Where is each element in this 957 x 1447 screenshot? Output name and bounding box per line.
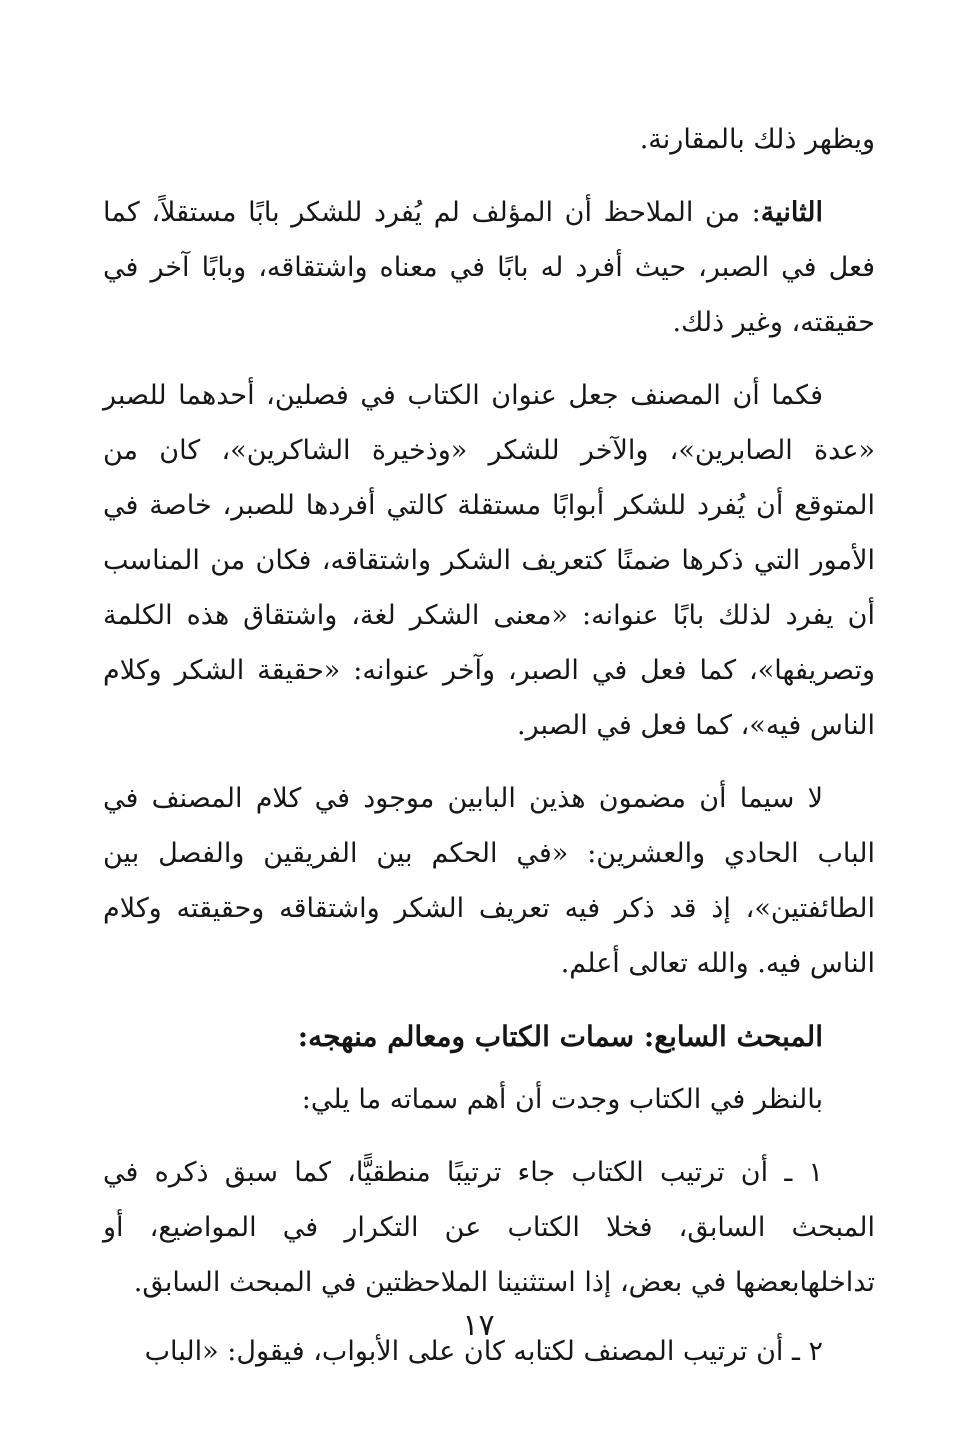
paragraph-second-observation: [103, 185, 875, 350]
page-body: [103, 112, 875, 1393]
paragraph-two-chapters: لا سيما أن مضمون هذين البابين موجود في كلام المصنف في الباب الحادي والعشرين: «في الحكم بين الفريقين والفصل بين الطائفتين»، إذ قد ذكر فيه تعريف الشكر واشتقاقه وحقيقته وكلام الناس فيه. والله تعالى أعلم.: [103, 783, 875, 979]
paragraph-text: : من الملاحظ أن المؤلف لم يُفرد للشكر بابًا مستقلاً، كما فعل في الصبر، حيث أفرد له بابًا في معناه واشتقاقه، وبابًا آخر في حقيقته، وغير ذلك.: [103, 197, 875, 338]
section-intro: بالنظر في الكتاب وجدت أن أهم سماته ما يلي:: [301, 1084, 823, 1115]
list-item-1: ١ ـ أن ترتيب الكتاب جاء ترتيبًا منطقيًّا، كما سبق ذكره في المبحث السابق، فخلا الكتاب عن التكرار في المواضيع، أو تداخلهابعضها في بعض، إذا استثنينا الملاحظتين في المبحث السابق.: [103, 1157, 875, 1298]
page-number: ١٧: [462, 1308, 495, 1343]
paragraph-label: الثانية: [760, 197, 823, 228]
section-heading: المبحث السابع: سمات الكتاب ومعالم منهجه:: [297, 1020, 823, 1053]
paragraph-intro-line: ويظهر ذلك بالمقارنة.: [639, 124, 875, 155]
list-item-2: ٢ ـ أن ترتيب المصنف لكتابه كان على الأبواب، فيقول: «الباب: [144, 1336, 823, 1367]
paragraph-book-title-discussion: فكما أن المصنف جعل عنوان الكتاب في فصلين، أحدهما للصبر «عدة الصابرين»، والآخر للشكر «وذخيرة الشاكرين»، كان من المتوقع أن يُفرد للشكر أبوابًا مستقلة كالتي أفردها للصبر، خاصة في الأمور التي ذكرها ضمنًا كتعريف الشكر واشتقاقه، فكان من المناسب أن يفرد لذلك بابًا عنوانه: «معنى الشكر لغة، واشتقاق هذه الكلمة وتصريفها»، كما فعل في الصبر، وآخر عنوانه: «حقيقة الشكر وكلام الناس فيه»، كما فعل في الصبر.: [103, 380, 875, 741]
